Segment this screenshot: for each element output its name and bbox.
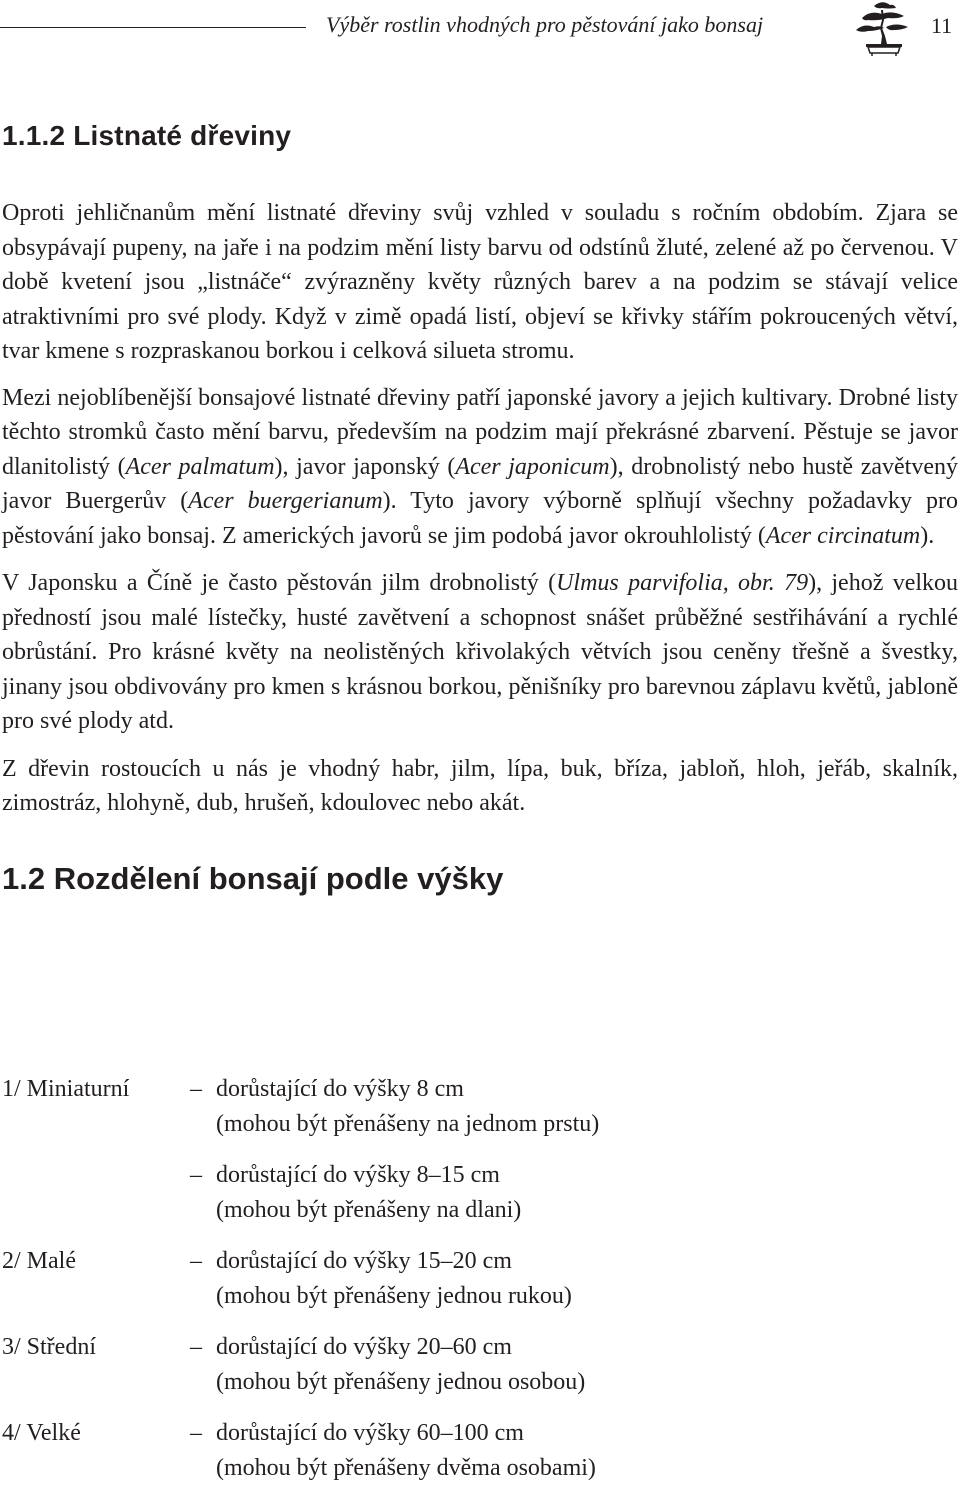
size-category: 2/ Malé <box>2 1248 76 1274</box>
dash: – <box>190 1420 202 1446</box>
size-category: 1/ Miniaturní <box>2 1076 130 1102</box>
paragraph-text: V Japonsku a Číně je často pěstován jilm drobnolistý ( <box>2 570 557 596</box>
paragraph-text: ), jehož velkou předností jsou malé lístečky, husté zavětvení a schopnost snášet průběžné sestřihávání a rychlé obrůstání. Pro krásné květy na neolistěných křivolakých větvích jsou ceněny třešně a švestky, jinany jsou obdivovány pro kmen s krásnou borkou, pěnišníky pro barevnou záplavu květů, jabloně pro své plody atd. <box>2 570 959 734</box>
size-range: dorůstající do výšky 60–100 cm <box>216 1420 524 1446</box>
paragraph-intro: Oproti jehličnanům mění listnaté dřeviny svůj vzhled v souladu s ročním obdobím. Zjara se obsypávají pupeny, na jaře i na podzim mění listy barvu od odstínů žluté, zelené až po červenou. V době kvetení jsou „listnáče“ zvýrazněny květy různých barev a na podzim se stávají velice atraktivními pro své plody. Když v zimě opadá listí, objeví se křivky stářím pokroucených větví, tvar kmene s rozpraskanou borkou i celková silueta stromu. <box>2 200 958 364</box>
section-heading-listnate: 1.1.2 Listnaté dřeviny <box>2 120 292 151</box>
size-range: dorůstající do výšky 8 cm <box>216 1076 464 1102</box>
size-range: dorůstající do výšky 15–20 cm <box>216 1248 512 1274</box>
paragraph-text: ). Tyto javory výborně splňují všechny požadavky pro pěstování jako bonsaj. Z amerických javorů se jim podobá javor okrouhlolistý ( <box>2 488 958 549</box>
paragraph-maples <box>2 381 958 554</box>
size-note: (mohou být přenášeny jednou rukou) <box>216 1283 572 1309</box>
page-number: 11 <box>931 13 953 38</box>
main-content <box>2 118 958 899</box>
paragraph-text: Mezi nejoblíbenější bonsajové listnaté dřeviny patří japonské javory a jejich kultivary. Drobné listy těchto stromků často mění barvu, především na podzim mají překrásné zbarvení. Pěstuje se javor dlanitolistý ( <box>2 384 958 480</box>
bonsai-tree-icon <box>852 0 916 58</box>
size-note: (mohou být přenášeny na jednom prstu) <box>216 1111 600 1137</box>
paragraph-text: ), javor japonský ( <box>274 453 456 480</box>
species-name: Acer japonicum <box>455 453 610 480</box>
dash: – <box>190 1248 202 1274</box>
section-heading-sizes: 1.2 Rozdělení bonsají podle výšky <box>2 860 504 896</box>
size-note: (mohou být přenášeny jednou osobou) <box>216 1369 586 1395</box>
dash: – <box>190 1076 202 1102</box>
running-header <box>0 0 960 60</box>
paragraph-elm <box>2 566 958 739</box>
size-category: 3/ Střední <box>2 1334 96 1360</box>
size-note: (mohou být přenášeny dvěma osobami) <box>216 1455 596 1481</box>
species-name: Acer circinatum <box>765 522 921 549</box>
size-range: dorůstající do výšky 8–15 cm <box>216 1162 500 1188</box>
paragraph-local-trees: Z dřevin rostoucích u nás je vhodný habr, jilm, lípa, buk, bříza, jabloň, hloh, jeřáb, skalník, zimostráz, hlohyně, dub, hrušeň, kdoulovec nebo akát. <box>2 755 958 816</box>
size-note: (mohou být přenášeny na dlani) <box>216 1197 522 1223</box>
dash: – <box>190 1162 202 1188</box>
size-range: dorůstající do výšky 20–60 cm <box>216 1334 512 1360</box>
species-name: Acer buergerianum <box>188 488 383 514</box>
species-name: Ulmus parvifolia, obr. 79 <box>556 570 809 596</box>
size-category: 4/ Velké <box>2 1420 81 1446</box>
paragraph-text: ). <box>920 522 935 549</box>
running-title: Výběr rostlin vhodných pro pěstování jako bonsaj <box>326 12 764 37</box>
paragraph-text: ), drobnolistý nebo hustě zavětvený javor Buergerův ( <box>2 453 958 514</box>
header-rule <box>0 27 306 28</box>
species-name: Acer palmatum <box>125 453 275 480</box>
dash: – <box>190 1334 202 1360</box>
